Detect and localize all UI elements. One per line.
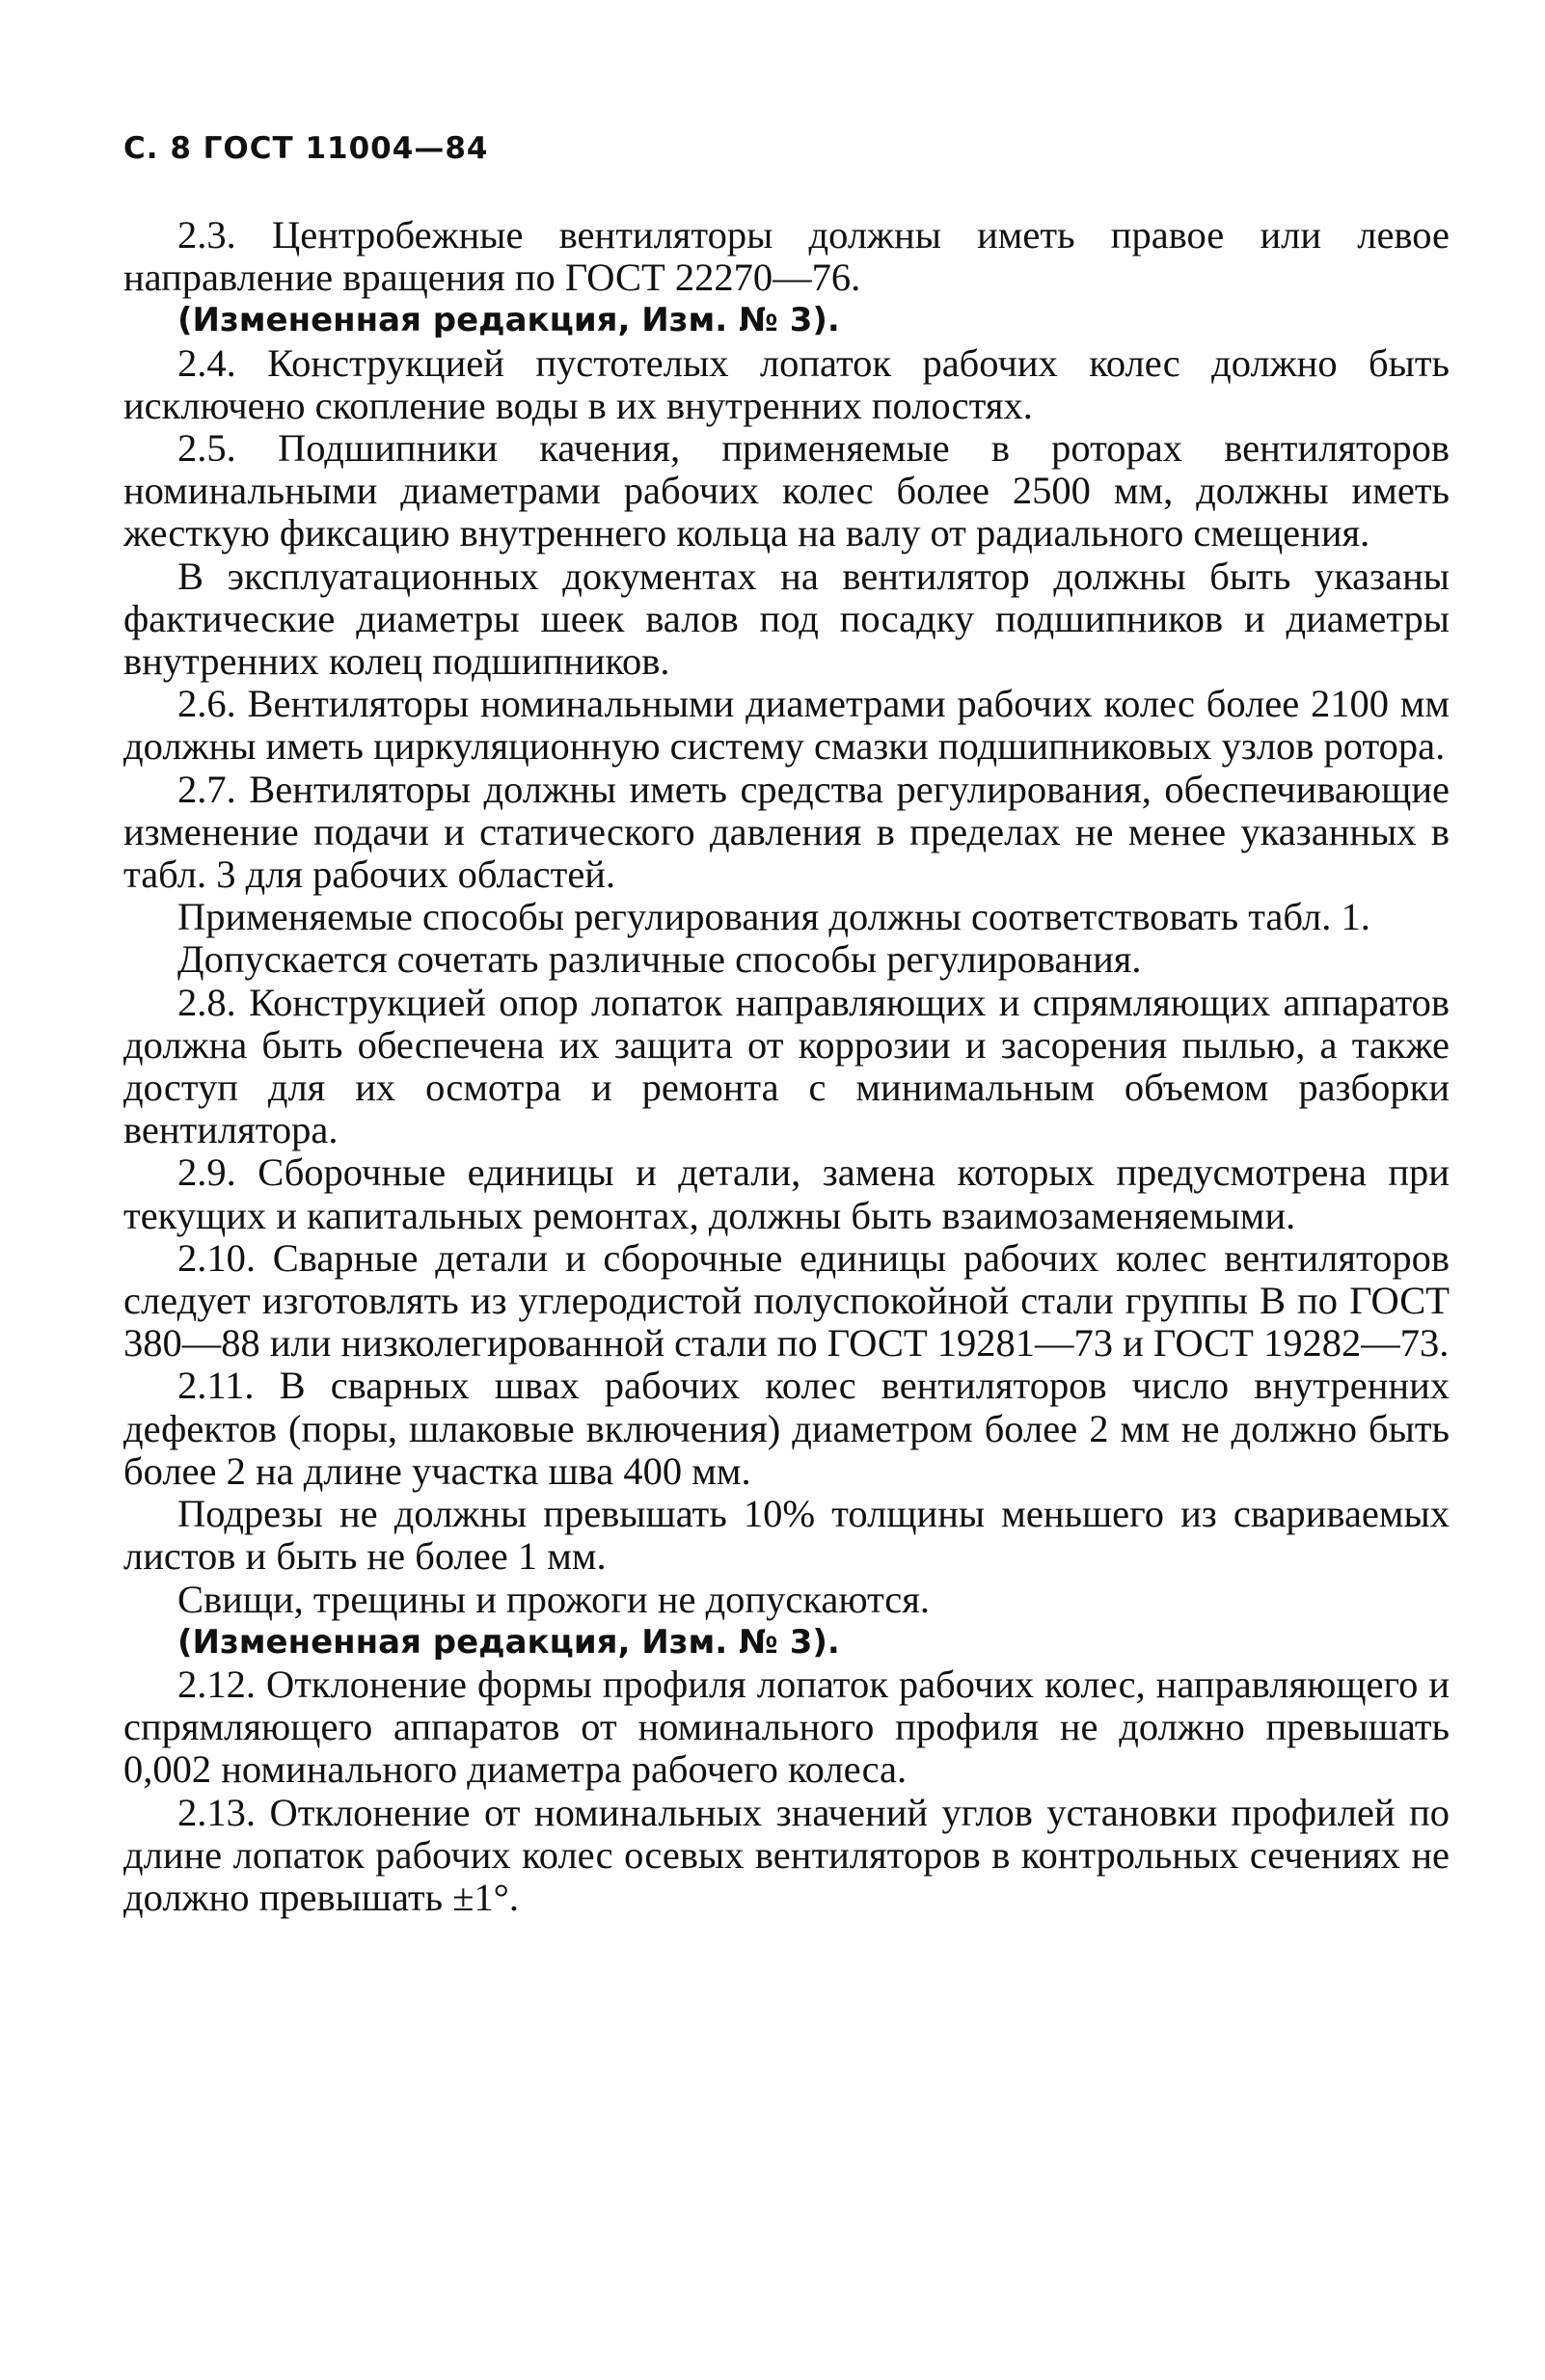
paragraph-2-8: 2.8. Конструкцией опор лопаток направляющих и спрямляющих аппаратов должна быть обеспечена их защита от коррозии и засорения пылью, а также доступ для их осмотра и ремонта с минимальным объемом разборки вентилятора. [123, 980, 1450, 1152]
paragraph-2-6: 2.6. Вентиляторы номинальными диаметрами рабочих колес более 2100 мм должны иметь циркуляционную систему смазки подшипниковых узлов ротора. [123, 682, 1450, 769]
paragraph-2-7-continued: Применяемые способы регулирования должны соответствовать табл. 1. [177, 895, 1370, 939]
document-body [123, 214, 1450, 1919]
paragraph-2-3: 2.3. Центробежные вентиляторы должны иметь правое или левое направление вращения по ГОСТ 22270—76. [123, 213, 1450, 300]
paragraph-2-5: 2.5. Подшипники качения, применяемые в роторах вентиляторов номинальными диаметрами рабочих колес более 2500 мм, должны иметь жесткую фиксацию внутреннего кольца на валу от радиального смещения. [123, 426, 1450, 555]
paragraph-2-9: 2.9. Сборочные единицы и детали, замена которых предусмотрена при текущих и капитальных ремонтах, должны быть взаимозаменяемыми. [123, 1150, 1450, 1237]
paragraph-2-5-continued: В эксплуатационных документах на вентилятор должны быть указаны фактические диаметры шеек валов под посадку подшипников и диаметры внутренних колец подшипников. [123, 554, 1450, 684]
paragraph-2-11: 2.11. В сварных швах рабочих колес вентиляторов число внутренних дефектов (поры, шлаковые включения) диаметром более 2 мм не должно быть более 2 на длине участка шва 400 мм. [123, 1364, 1450, 1493]
amendment-note: (Измененная редакция, Изм. № 3). [177, 301, 840, 340]
paragraph-2-13: 2.13. Отклонение от номинальных значений углов установки профилей по длине лопаток рабочих колес осевых вентиляторов в контрольных сечениях не должно превышать ±1°. [123, 1790, 1450, 1919]
paragraph-2-4: 2.4. Конструкцией пустотелых лопаток рабочих колес должно быть исключено скопление воды в их внутренних полостях. [123, 340, 1450, 427]
page-header: С. 8 ГОСТ 11004—84 [123, 131, 489, 166]
paragraph-2-7-note: Допускается сочетать различные способы регулирования. [177, 937, 1142, 982]
amendment-note: (Измененная редакция, Изм. № 3). [177, 1622, 840, 1662]
paragraph-2-12: 2.12. Отклонение формы профиля лопаток рабочих колес, направляющего и спрямляющего аппаратов от номинального профиля не должно превышать 0,002 номинального диаметра рабочего колеса. [123, 1662, 1450, 1792]
paragraph-2-11-defects: Свищи, трещины и прожоги не допускаются. [177, 1577, 931, 1621]
paragraph-2-10: 2.10. Сварные детали и сборочные единицы рабочих колес вентиляторов следует изготовлять из углеродистой полуспокойной стали группы В по ГОСТ 380—88 или низколегированной стали по ГОСТ 19281—73 и ГОСТ 19282—73. [123, 1235, 1450, 1366]
paragraph-2-11-undercuts: Подрезы не должны превышать 10% толщины меньшего из свариваемых листов и быть не более 1 мм. [123, 1492, 1450, 1579]
paragraph-2-7: 2.7. Вентиляторы должны иметь средства регулирования, обеспечивающие изменение подачи и статического давления в пределах не менее указанных в табл. 3 для рабочих областей. [123, 767, 1450, 897]
